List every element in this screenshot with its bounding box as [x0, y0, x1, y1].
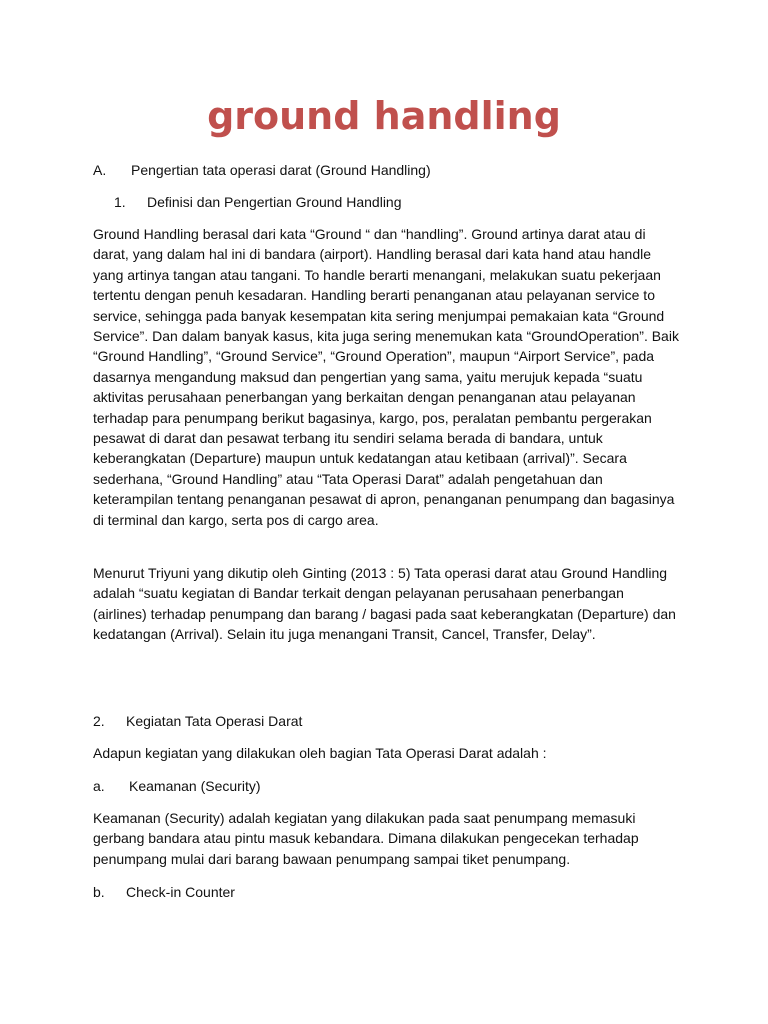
paragraph-activities-intro: Adapun kegiatan yang dilakukan oleh bagian Tata Operasi Darat adalah :	[93, 745, 547, 761]
item-2-marker: 2.	[93, 713, 105, 729]
item-b-marker: b.	[93, 884, 105, 900]
paragraph-ground-handling-definition: Ground Handling berasal dari kata “Ground “ dan “handling”. Ground artinya darat atau di darat, yang dalam hal ini di bandara (airport). Handling berasal dari kata hand atau handle yang artinya tangan atau tangani. To handle berarti menangani, melakukan suatu pekerjaan tertentu dengan penuh kesadaran. Handling berarti penanganan atau pelayanan service to service, sehingga pada banyak kesempatan kita sering menjumpai pemakaian kata “Ground Service”. Dan dalam banyak kasus, kita juga sering menemukan kata “GroundOperation”. Baik “Ground Handling”, “Ground Service”, “Ground Operation”, maupun “Airport Service”, pada dasarnya mengandung maksud dan pengertian yang sama, yaitu merujuk kepada “suatu aktivitas perusahaan penerbangan yang berkaitan dengan penanganan atau pelayanan terhadap para penumpang berikut bagasinya, kargo, pos, peralatan pembantu pergerakan pesawat di darat dan pesawat terbang itu sendiri selama berada di bandara, untuk keberangkatan (Departure) maupun untuk kedatangan atau ketibaan (arrival)”. Secara sederhana, “Ground Handling” atau “Tata Operasi Darat” adalah pengetahuan dan keterampilan tentang penanganan pesawat di apron, penanganan penumpang dan bagasinya di terminal dan kargo, serta pos di cargo area.	[93, 226, 679, 528]
item-1-text: Definisi dan Pengertian Ground Handling	[147, 194, 402, 210]
paragraph-security: Keamanan (Security) adalah kegiatan yang dilakukan pada saat penumpang memasuki gerbang bandara atau pintu masuk kebandara. Dimana dilakukan pengecekan terhadap penumpang mulai dari barang bawaan penumpang sampai tiket penumpang.	[93, 810, 639, 867]
item-b-text: Check-in Counter	[126, 884, 235, 900]
item-a-marker: a.	[93, 778, 105, 794]
document-title: ground handling	[207, 94, 561, 138]
item-a-text: Keamanan (Security)	[129, 778, 261, 794]
section-a-text: Pengertian tata operasi darat (Ground Handling)	[131, 162, 431, 178]
item-1-marker: 1.	[114, 194, 126, 210]
item-2-text: Kegiatan Tata Operasi Darat	[126, 713, 303, 729]
section-a-marker: A.	[93, 162, 107, 178]
paragraph-triyuni-quote: Menurut Triyuni yang dikutip oleh Ginting (2013 : 5) Tata operasi darat atau Ground Handling adalah “suatu kegiatan di Bandar terkait dengan pelayanan perusahaan penerbangan (airlines) terhadap penumpang dan barang / bagasi pada saat keberangkatan (Departure) dan kedatangan (Arrival). Selain itu juga menangani Transit, Cancel, Transfer, Delay”.	[93, 565, 676, 643]
